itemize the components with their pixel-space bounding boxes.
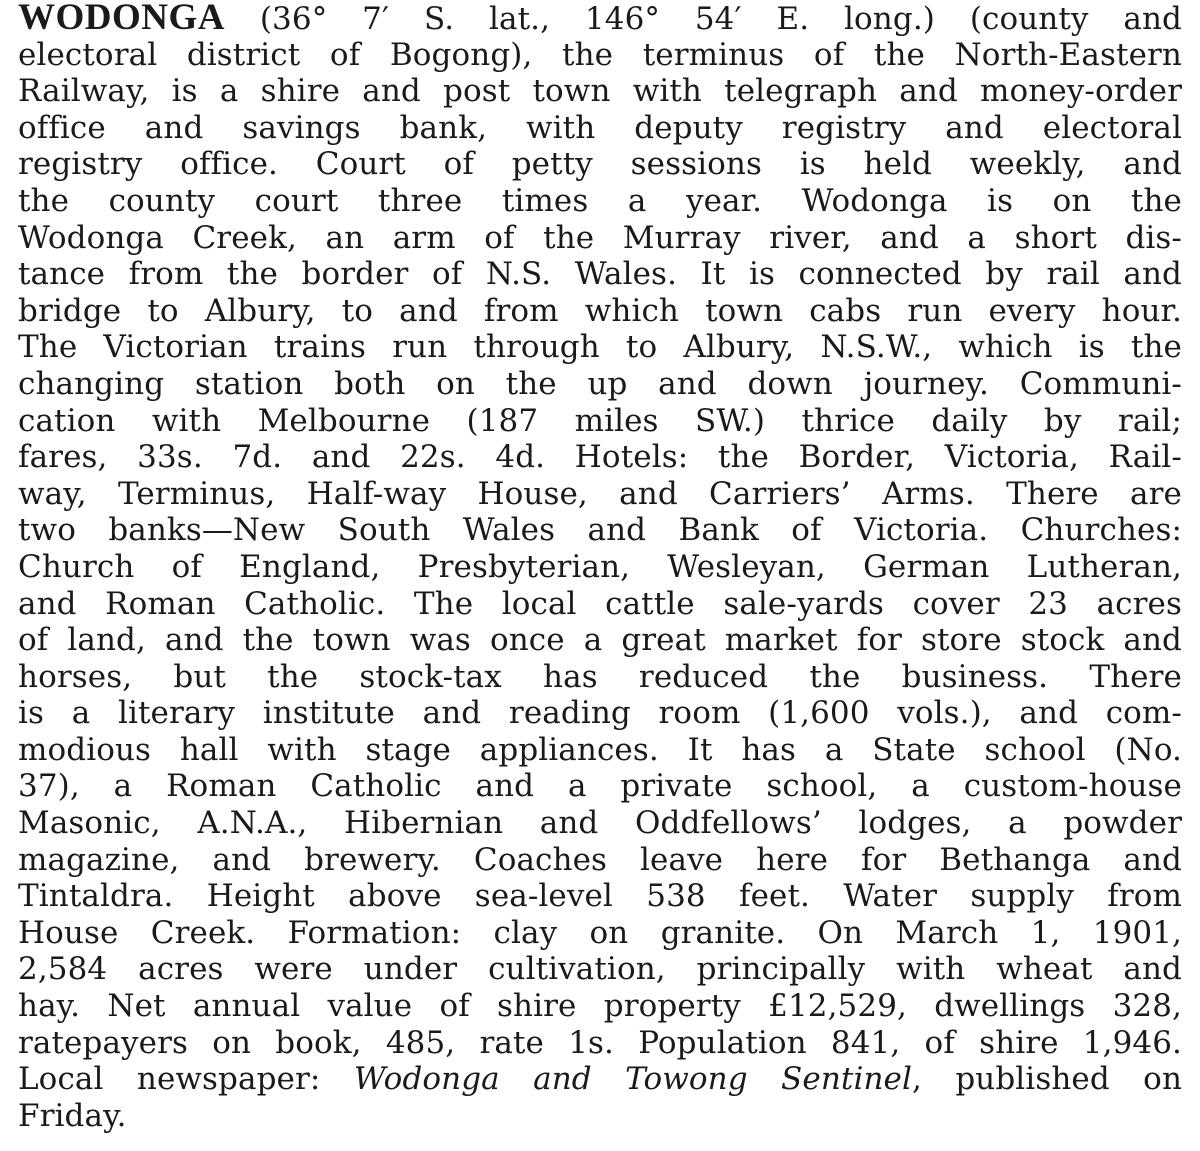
final-line: Friday. bbox=[18, 1097, 127, 1134]
entry-line: office and savings bank, with deputy registry and electoral bbox=[18, 109, 1182, 146]
entry-line: registry office. Court of petty sessions is held weekly, and bbox=[18, 146, 1182, 183]
entry-line: ratepayers on book, 485, rate 1s. Population 841, of shire 1,946. bbox=[18, 1024, 1182, 1061]
entry-line: changing station both on the up and down journey. Communi- bbox=[18, 365, 1182, 402]
entry-line: horses, but the stock-tax has reduced the business. There bbox=[18, 658, 1182, 695]
entry-line: fares, 33s. 7d. and 22s. 4d. Hotels: the Border, Victoria, Rail- bbox=[18, 439, 1182, 476]
newspaper-prefix: Local newspaper: bbox=[18, 1061, 354, 1098]
newspaper-suffix: , published on bbox=[912, 1061, 1183, 1098]
entry-line-1 bbox=[18, 0, 1182, 37]
entry-line: of land, and the town was once a great market for store stock and bbox=[18, 622, 1182, 659]
entry-line: magazine, and brewery. Coaches leave here for Bethanga and bbox=[18, 841, 1182, 878]
entry-line: Masonic, A.N.A., Hibernian and Oddfellows’ lodges, a powder bbox=[18, 805, 1182, 842]
entry-line: House Creek. Formation: clay on granite. On March 1, 1901, bbox=[18, 914, 1182, 951]
entry-line: and Roman Catholic. The local cattle sale-yards cover 23 acres bbox=[18, 585, 1182, 622]
entry-line: way, Terminus, Half-way House, and Carriers’ Arms. There are bbox=[18, 475, 1182, 512]
newspaper-title: Wodonga and Towong Sentinel bbox=[353, 1061, 912, 1098]
entry-line: modious hall with stage appliances. It has a State school (No. bbox=[18, 731, 1182, 768]
entry-line: is a literary institute and reading room (1,600 vols.), and com- bbox=[18, 695, 1182, 732]
newspaper-line bbox=[18, 1061, 1182, 1098]
entry-line: Church of England, Presbyterian, Wesleyan, German Lutheran, bbox=[18, 548, 1182, 585]
gazetteer-entry bbox=[18, 0, 1182, 1134]
headword: WODONGA bbox=[18, 0, 225, 38]
entry-line: cation with Melbourne (187 miles SW.) thrice daily by rail; bbox=[18, 402, 1182, 439]
entry-line: tance from the border of N.S. Wales. It is connected by rail and bbox=[18, 256, 1182, 293]
entry-line: Wodonga Creek, an arm of the Murray river, and a short dis- bbox=[18, 219, 1182, 256]
entry-line: Tintaldra. Height above sea-level 538 feet. Water supply from bbox=[18, 878, 1182, 915]
entry-line: The Victorian trains run through to Albury, N.S.W., which is the bbox=[18, 329, 1182, 366]
entry-line: 2,584 acres were under cultivation, principally with wheat and bbox=[18, 951, 1182, 988]
first-line-text: (36° 7′ S. lat., 146° 54′ E. long.) (county and bbox=[225, 1, 1182, 37]
entry-line: bridge to Albury, to and from which town cabs run every hour. bbox=[18, 292, 1182, 329]
entry-line: 37), a Roman Catholic and a private school, a custom-house bbox=[18, 768, 1182, 805]
entry-line: two banks—New South Wales and Bank of Victoria. Churches: bbox=[18, 512, 1182, 549]
entry-line: hay. Net annual value of shire property £12,529, dwellings 328, bbox=[18, 988, 1182, 1025]
entry-line: electoral district of Bogong), the terminus of the North-Eastern bbox=[18, 36, 1182, 73]
entry-line: the county court three times a year. Wodonga is on the bbox=[18, 182, 1182, 219]
entry-line: Railway, is a shire and post town with telegraph and money-order bbox=[18, 73, 1182, 110]
